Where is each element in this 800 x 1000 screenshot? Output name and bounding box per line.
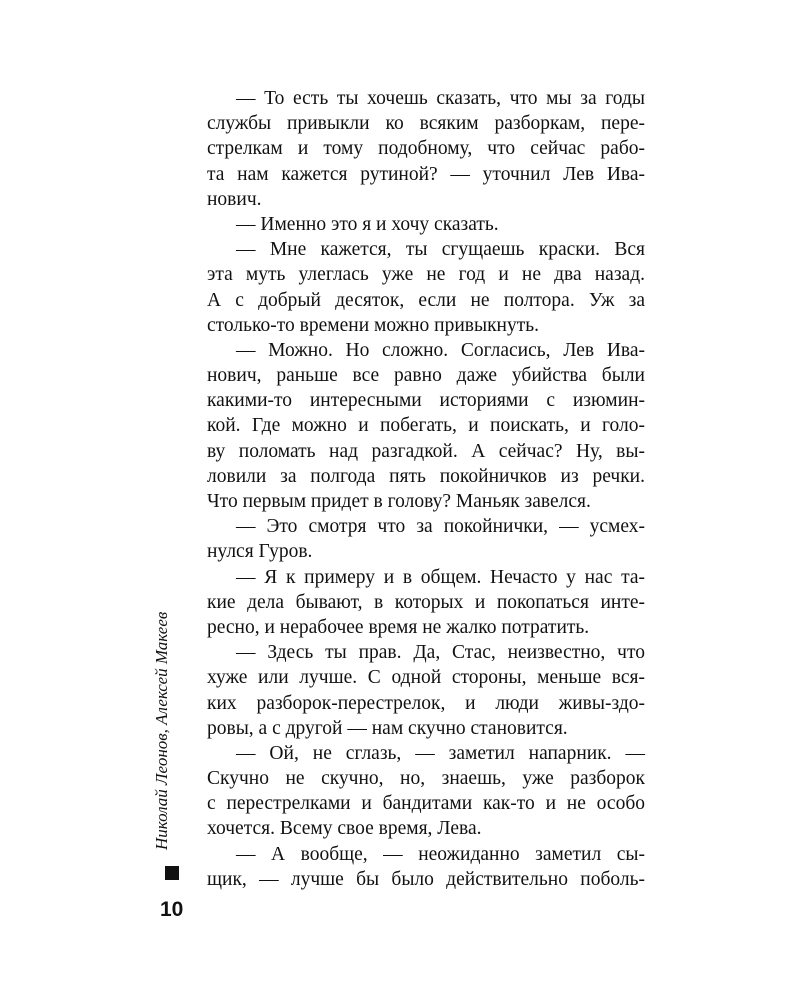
text-line: щик, — лучше бы было действительно поболь- xyxy=(207,868,645,890)
text-line: ву поломать над разгадкой. А сейчас? Ну, вы- xyxy=(207,440,645,462)
text-line: ровы, а с другой — нам скучно становится. xyxy=(207,717,568,739)
text-line: кой. Где можно и побегать, и поискать, и голо- xyxy=(207,415,645,437)
text-line: — Я к примеру и в общем. Нечасто у нас та- xyxy=(236,566,645,588)
text-line: столько-то времени можно привыкнуть. xyxy=(207,314,540,336)
text-line: с перестрелками и бандитами как-то и не особо xyxy=(207,793,645,815)
text-line: какими-то интересными историями с изюмин- xyxy=(207,390,645,412)
text-line: — Можно. Но сложно. Согласись, Лев Ива- xyxy=(236,339,645,361)
text-line: нович. xyxy=(207,188,262,210)
text-line: та нам кажется рутиной? — уточнил Лев Ива- xyxy=(207,163,645,185)
text-line: — Мне кажется, ты сгущаешь краски. Вся xyxy=(236,239,645,261)
text-line: стрелкам и тому подобному, что сейчас рабо- xyxy=(207,138,645,160)
text-line: — Ой, не сглазь, — заметил напарник. — xyxy=(236,742,645,764)
text-line: службы привыкли ко всяким разборкам, пере- xyxy=(207,113,645,135)
body-text xyxy=(207,86,645,892)
text-line: ресно, и нерабочее время не жалко потратить. xyxy=(207,616,590,638)
text-line: — То есть ты хочешь сказать, что мы за годы xyxy=(236,88,645,109)
text-line: нулся Гуров. xyxy=(207,541,313,563)
text-line: эта муть улеглась уже не год и не два назад. xyxy=(207,264,645,286)
text-line: нович, раньше все равно даже убийства были xyxy=(207,365,645,387)
text-line: хуже или лучше. С одной стороны, меньше вся- xyxy=(207,667,645,689)
text-line: кие дела бывают, в которых и покопаться инте- xyxy=(207,591,645,613)
text-line: Скучно не скучно, но, знаешь, уже разборок xyxy=(207,768,645,790)
black-square-marker xyxy=(165,866,179,880)
running-head-author: Николай Леонов, Алексей Макеев xyxy=(152,611,171,850)
text-line: — Именно это я и хочу сказать. xyxy=(236,213,499,235)
text-line: ловили за полгода пять покойничков из речки. xyxy=(207,465,645,487)
text-line: ких разборок-перестрелок, и люди живы-здо- xyxy=(207,692,645,714)
text-line: — Это смотря что за покойнички, — усмех- xyxy=(236,516,645,538)
text-line: А с добрый десяток, если не полтора. Уж за xyxy=(207,289,645,311)
text-line: — Здесь ты прав. Да, Стас, неизвестно, что xyxy=(236,642,645,664)
text-line: — А вообще, — неожиданно заметил сы- xyxy=(236,843,645,865)
text-line: хочется. Всему свое время, Лева. xyxy=(207,818,482,840)
text-line: Что первым придет в голову? Маньяк завелся. xyxy=(207,491,591,512)
page-number: 10 xyxy=(160,898,184,921)
